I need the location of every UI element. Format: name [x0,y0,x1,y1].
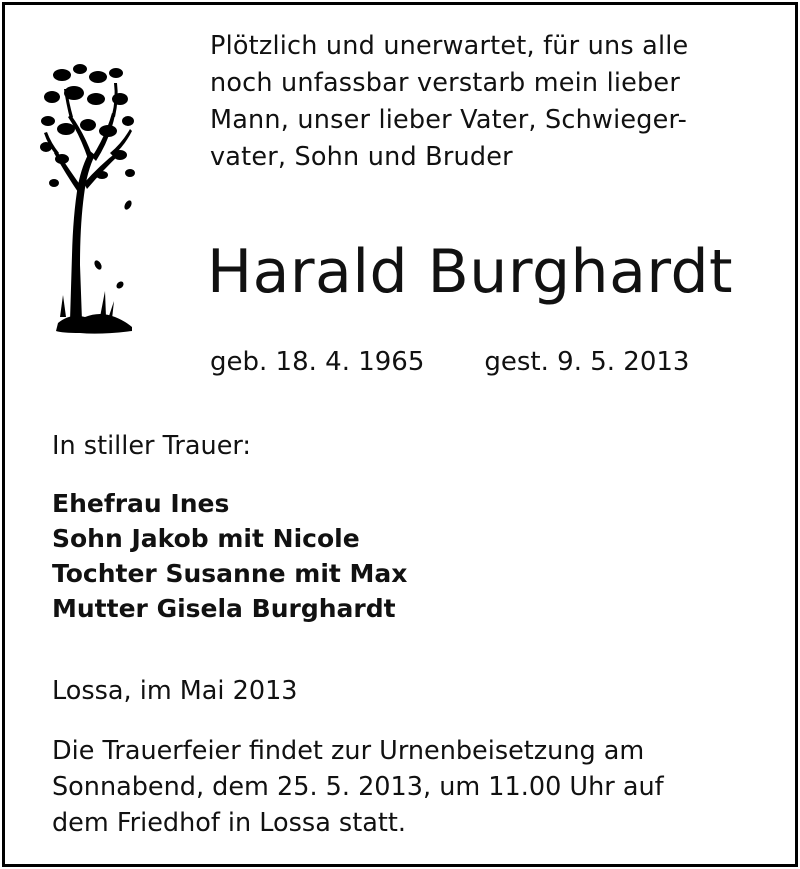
family-member: Mutter Gisela Burghardt [52,594,396,623]
family-list [52,486,407,626]
deceased-name: Harald Burghardt [207,237,734,307]
family-member: Ehefrau Ines [52,489,230,518]
birth-date: geb. 18. 4. 1965 [210,347,425,377]
intro-line: vater, Sohn und Bruder [210,142,513,172]
tree-icon [40,55,135,340]
intro-line: Mann, unser lieber Vater, Schwieger- [210,105,687,135]
service-line: dem Friedhof in Lossa statt. [52,808,406,838]
death-date: gest. 9. 5. 2013 [484,347,690,377]
family-member: Sohn Jakob mit Nicole [52,524,360,553]
family-member: Tochter Susanne mit Max [52,559,408,588]
life-dates [210,344,689,380]
intro-line: Plötzlich und unerwartet, für uns alle [210,31,689,61]
mourning-heading: In stiller Trauer: [52,431,252,461]
place-date: Lossa, im Mai 2013 [52,676,298,706]
service-text [52,733,750,841]
intro-line: noch unfassbar verstarb mein lieber [210,68,680,98]
intro-text [210,28,750,176]
service-line: Die Trauerfeier findet zur Urnenbeisetzung am [52,736,645,766]
service-line: Sonnabend, dem 25. 5. 2013, um 11.00 Uhr auf [52,772,664,802]
